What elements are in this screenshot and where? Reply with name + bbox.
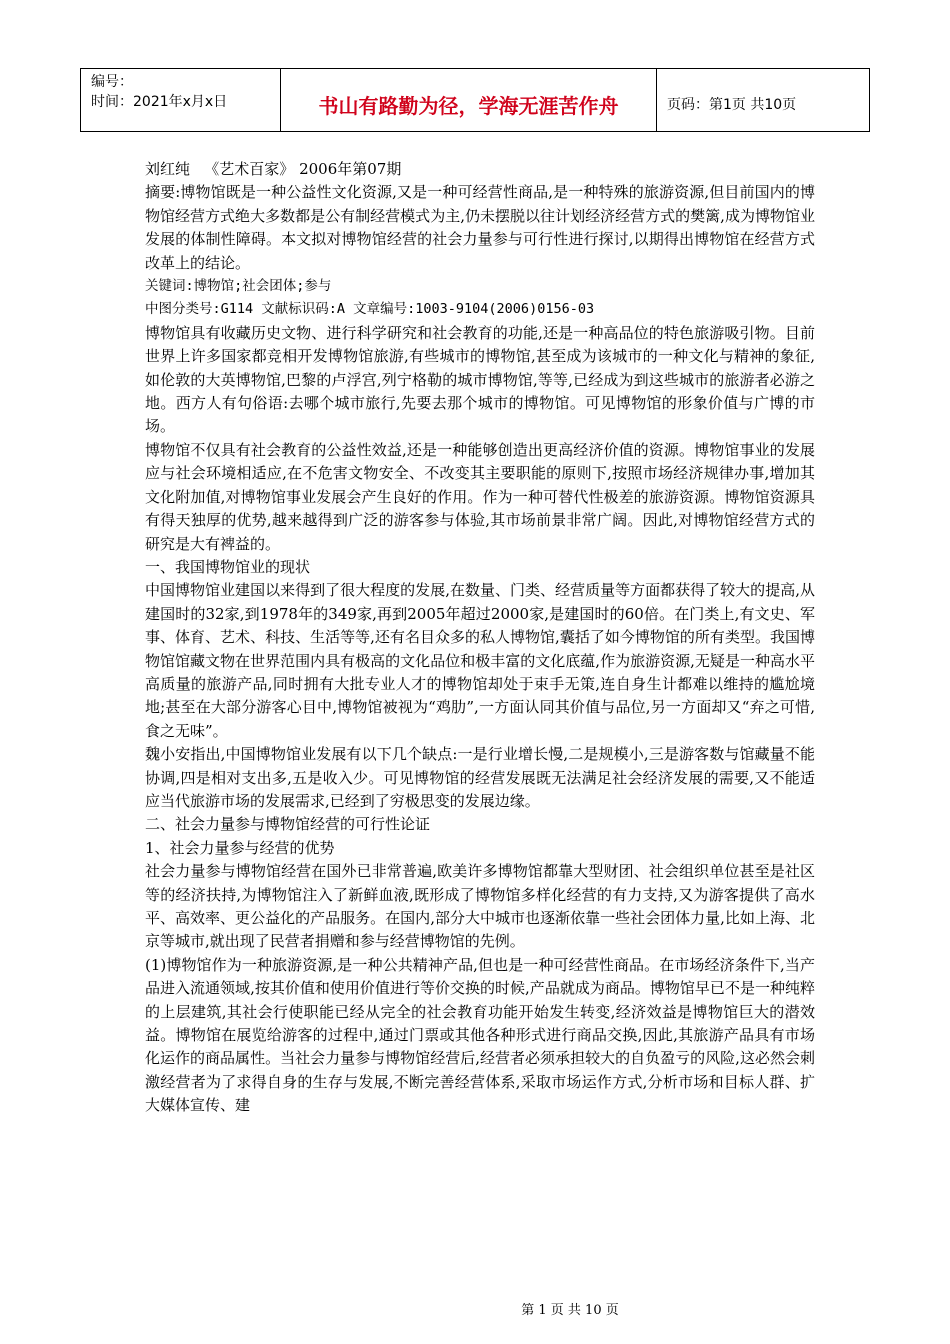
header-page-info: 页码：第1页 共10页 xyxy=(667,97,797,113)
article-keywords: 关键词:博物馆;社会团体;参与 xyxy=(145,278,332,295)
paragraph-section2-2: (1)博物馆作为一种旅游资源,是一种公共精神产品,但也是一种可经营性商品。在市场经济条件下,当产品进入流通领域,按其价值和使用价值进行等价交换的时候,产品就成为商品。博物馆早已不是一种纯粹的上层建筑,其社会行使职能已经从完全的社会教育功能开始发生转变,经济效益是博物馆巨大的潜效益。博物馆在展览给游客的过程中,通过门票或其他各种形式进行商品交换,因此,其旅游产品具有市场化运作的商品属性。当社会力量参与博物馆经营后,经营者必须承担较大的自负盈亏的风险,这必然会刺激经营者为了求得自身的生存与发展,不断完善经营体系,采取市场运作方式,分析市场和目标人群、扩大媒体宣传、建 xyxy=(145,955,815,1115)
document-number-label: 编号： xyxy=(91,74,133,90)
section-heading-1: 一、我国博物馆业的现状 xyxy=(145,557,311,576)
paragraph-section1-1: 中国博物馆业建国以来得到了很大程度的发展,在数量、门类、经营质量等方面都获得了较大的提高,从建国时的32家,到1978年的349家,再到2005年超过2000家,是建国时的60倍。在门类上,有文史、军事、体育、艺术、科技、生活等等,还有名目众多的私人博物馆,囊括了如今博物馆的所有类型。我国博物馆馆藏文物在世界范围内具有极高的文化品位和极丰富的文化底蕴,作为旅游资源,无疑是一种高水平高质量的旅游产品,同时拥有大批专业人才的博物馆却处于束手无策,连自身生计都难以维持的尴尬境地;甚至在大部分游客心目中,博物馆被视为“鸡肋”,一方面认同其价值与品位,另一方面却又“弃之可惜,食之无味”。 xyxy=(145,581,815,740)
document-time-label: 时间：2021年x月x日 xyxy=(91,94,228,110)
subsection-heading-1: 1、社会力量参与经营的优势 xyxy=(145,838,335,857)
article-body xyxy=(145,158,815,1118)
article-byline: 刘红纯 《艺术百家》 2006年第07期 xyxy=(145,160,402,178)
header-meta xyxy=(81,69,281,131)
document-header xyxy=(80,68,870,132)
header-motto: 书山有路勤为径，学海无涯苦作舟 xyxy=(281,69,657,131)
section-heading-2: 二、社会力量参与博物馆经营的可行性论证 xyxy=(145,815,431,834)
paragraph-section2-1: 社会力量参与博物馆经营在国外已非常普遍,欧美许多博物馆都靠大型财团、社会组织单位甚至是社区等的经济扶持,为博物馆注入了新鲜血液,既形成了博物馆多样化经营的有力支持,又为游客提供了高水平、高效率、更公益化的产品服务。在国内,部分大中城市也逐渐依靠一些社会团体力量,比如上海、北京等城市,就出现了民营者捐赠和参与经营博物馆的先例。 xyxy=(145,862,815,951)
paragraph-intro-1: 博物馆具有收藏历史文物、进行科学研究和社会教育的功能,还是一种高品位的特色旅游吸引物。目前世界上许多国家都竞相开发博物馆旅游,有些城市的博物馆,甚至成为该城市的一种文化与精神的象征,如伦敦的大英博物馆,巴黎的卢浮宫,列宁格勒的城市博物馆,等等,已经成为到这些城市的旅游者必游之地。西方人有句俗语:去哪个城市旅行,先要去那个城市的博物馆。可见博物馆的形象价值与广博的市场。 xyxy=(145,323,815,436)
article-abstract: 摘要:博物馆既是一种公益性文化资源,又是一种可经营性商品,是一种特殊的旅游资源,但目前国内的博物馆经营方式绝大多数都是公有制经营模式为主,仍未摆脱以往计划经济经营方式的樊篱,成为博物馆业发展的体制性障碍。本文拟对博物馆经营的社会力量参与可行性进行探讨,以期得出博物馆在经营方式改革上的结论。 xyxy=(145,183,815,272)
article-classification: 中图分类号:G114 文献标识码:A 文章编号:1003-9104(2006)0156-03 xyxy=(145,301,595,318)
page-footer: 第 1 页 共 10 页 xyxy=(521,1303,619,1318)
paragraph-intro-2: 博物馆不仅具有社会教育的公益性效益,还是一种能够创造出更高经济价值的资源。博物馆事业的发展应与社会环境相适应,在不危害文物安全、不改变其主要职能的原则下,按照市场经济规律办事,增加其文化附加值,对博物馆事业发展会产生良好的作用。作为一种可替代性极差的旅游资源。博物馆资源具有得天独厚的优势,越来越得到广泛的游客参与体验,其市场前景非常广阔。因此,对博物馆经营方式的研究是大有裨益的。 xyxy=(145,440,815,553)
paragraph-section1-2: 魏小安指出,中国博物馆业发展有以下几个缺点:一是行业增长慢,二是规模小,三是游客数与馆藏量不能协调,四是相对支出多,五是收入少。可见博物馆的经营发展既无法满足社会经济发展的需要,又不能适应当代旅游市场的发展需求,已经到了穷极思变的发展边缘。 xyxy=(145,745,815,810)
